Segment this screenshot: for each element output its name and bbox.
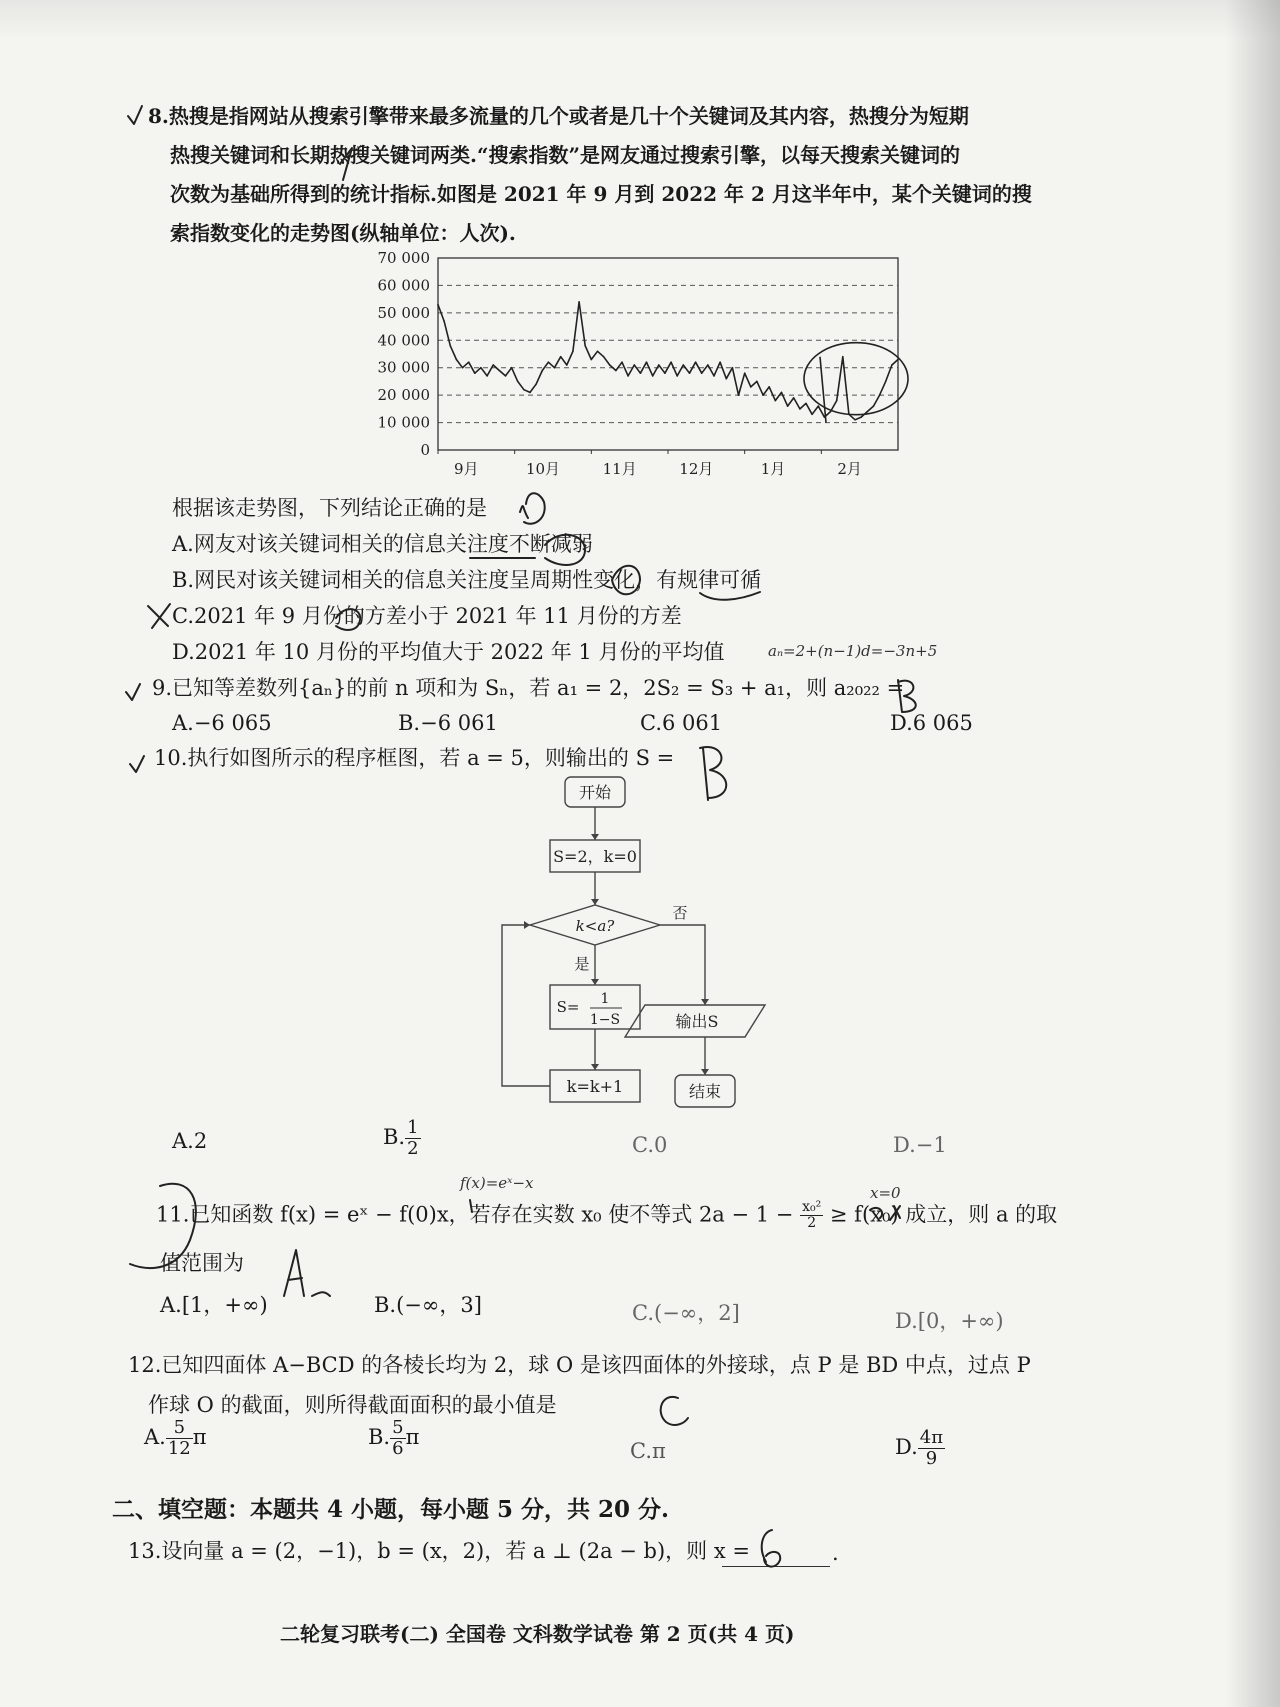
chart-data-point — [811, 414, 813, 416]
chart-data-point — [891, 364, 893, 366]
q11-option-d: D.[0，+∞) — [895, 1309, 1004, 1333]
chart-y-tick-label: 30 000 — [377, 358, 430, 377]
chart-data-point — [689, 372, 691, 374]
chart-y-tick-label: 10 000 — [377, 413, 430, 432]
q13-period: . — [832, 1541, 839, 1565]
flow-update-lhs: S= — [556, 998, 580, 1016]
chart-data-point — [726, 378, 728, 380]
chart-data-point — [860, 416, 862, 418]
flow-output-label: 输出S — [675, 1012, 719, 1031]
q11-line-1-text: 11.已知函数 f(x) = eˣ − f(0)x，若存在实数 x₀ 使不等式 2a − 1 − — [156, 1202, 794, 1227]
chart-data-point — [443, 320, 445, 322]
q9-option-d: D.6 065 — [890, 711, 973, 735]
chart-hand-mark-icon — [820, 357, 826, 423]
chart-x-tick-label: 10月 — [525, 460, 561, 478]
q12-option-b-den: 6 — [392, 1437, 404, 1459]
chart-data-point — [781, 392, 783, 394]
flow-end-label: 结束 — [688, 1082, 722, 1101]
q11-two: 2 — [807, 1215, 817, 1232]
q12-option-d-fraction — [918, 1428, 945, 1469]
chart-data-point — [701, 372, 703, 374]
chart-data-point — [462, 367, 464, 369]
q12-option-a-fraction — [166, 1418, 193, 1459]
flow-start-label: 开始 — [578, 783, 612, 802]
q9-question: 9.已知等差数列{aₙ}的前 n 项和为 Sₙ，若 a₁ = 2，2S₂ = S₃ + a₁，则 a₂₀₂₂ = — [152, 676, 905, 700]
chart-data-point — [621, 361, 623, 363]
chart-data-point — [554, 367, 556, 369]
chart-data-point — [652, 375, 654, 377]
chart-data-point — [437, 304, 439, 306]
chart-data-point — [670, 361, 672, 363]
chart-data-point — [578, 301, 580, 303]
flow-yes-label: 是 — [574, 955, 590, 973]
chart-data-point — [597, 351, 599, 353]
q12-answer-c-mark-icon — [661, 1397, 688, 1425]
flow-init-label: S=2，k=0 — [553, 847, 637, 866]
chart-data-point — [664, 372, 666, 374]
q12-option-a-prefix: A. — [144, 1424, 166, 1449]
chart-data-point — [535, 383, 537, 385]
chart-data-point — [511, 367, 513, 369]
chart-series-line — [438, 302, 898, 420]
q8-question: 根据该走势图，下列结论正确的是 — [172, 496, 487, 520]
q12-line-2: 作球 O 的截面，则所得截面面积的最小值是 — [148, 1393, 557, 1417]
q12-option-b — [368, 1418, 419, 1459]
q13-question: 13.设向量 a = (2，−1)，b = (x，2)，若 a ⊥ (2a − b)，则 x = — [128, 1539, 750, 1563]
q11-line-1b: ≥ f(x₀) 成立，则 a 的取 — [829, 1202, 1058, 1227]
chart-x-tick-label: 1月 — [760, 460, 786, 478]
chart-data-point — [450, 345, 452, 347]
q8-line-4: 索指数变化的走势图(纵轴单位：人次). — [170, 221, 516, 245]
chart-data-point — [713, 375, 715, 377]
q8-line-1: 8.热搜是指网站从搜索引擎带来最多流量的几个或者是几十个关键词及其内容，热搜分为短期 — [148, 104, 969, 128]
chart-y-tick-label: 20 000 — [377, 386, 430, 405]
chart-data-point — [499, 370, 501, 372]
chart-data-point — [873, 405, 875, 407]
chart-data-point — [603, 356, 605, 358]
chart-data-point — [818, 405, 820, 407]
q10-question: 10.执行如图所示的程序框图，若 a = 5，则输出的 S = — [154, 746, 675, 770]
chart-data-point — [732, 367, 734, 369]
q10-option-c: C.0 — [632, 1133, 668, 1157]
chart-data-point — [676, 375, 678, 377]
q9-option-b: B.−6 061 — [398, 711, 498, 735]
chart-data-point — [707, 364, 709, 366]
chart-data-point — [584, 345, 586, 347]
page-shadow-top — [0, 0, 1280, 40]
chart-data-point — [867, 411, 869, 413]
chart-y-tick-label: 70 000 — [377, 249, 430, 267]
chart-x-tick-label: 12月 — [679, 460, 714, 478]
q8-check-icon — [128, 106, 142, 124]
q10-option-d: D.−1 — [893, 1133, 947, 1157]
flow-incr-label: k=k+1 — [566, 1077, 624, 1096]
chart-data-point — [523, 389, 525, 391]
q11-option-c: C.(−∞，2] — [632, 1301, 740, 1325]
q12-line-1: 12.已知四面体 A−BCD 的各棱长均为 2，球 O 是该四面体的外接球，点 P 是 BD 中点，过点 P — [128, 1353, 1031, 1377]
q8-option-c: C.2021 年 9 月份的方差小于 2021 年 11 月份的方差 — [172, 604, 682, 628]
chart-data-point — [738, 394, 740, 396]
chart-data-point — [615, 370, 617, 372]
q11-line-1 — [156, 1200, 1057, 1232]
chart-data-point — [799, 408, 801, 410]
q9-option-a: A.−6 065 — [172, 711, 272, 735]
chart-data-point — [634, 364, 636, 366]
q10-option-b-prefix: B. — [383, 1124, 406, 1149]
chart-data-point — [492, 364, 494, 366]
q8-option-b: B.网民对该关键词相关的信息关注度呈周期性变化，有规律可循 — [172, 568, 762, 592]
q10-option-b-den: 2 — [407, 1137, 419, 1159]
chart-y-tick-label: 0 — [420, 441, 430, 459]
search-index-line-chart — [360, 248, 920, 498]
chart-data-point — [762, 394, 764, 396]
flow-no-label: 否 — [672, 904, 688, 922]
q8-line-3: 次数为基础所得到的统计指标.如图是 2021 年 9 月到 2022 年 2 月这半年中，某个关键词的搜 — [170, 182, 1032, 206]
chart-data-point — [768, 386, 770, 388]
chart-data-point — [468, 361, 470, 363]
flow-cond-label: k<a? — [575, 917, 615, 935]
q10-option-b-fraction — [405, 1118, 420, 1159]
chart-y-tick-label: 40 000 — [377, 331, 430, 350]
chart-data-point — [775, 400, 777, 402]
chart-data-point — [542, 370, 544, 372]
program-flowchart — [490, 775, 790, 1120]
chart-data-point — [609, 364, 611, 366]
chart-data-point — [695, 361, 697, 363]
q12-option-b-num: 5 — [392, 1417, 404, 1438]
chart-data-point — [572, 351, 574, 353]
q12-option-a-suffix: π — [192, 1424, 207, 1449]
q13-answer-6-mark-icon — [762, 1530, 780, 1567]
q12-option-d-num: 4π — [919, 1427, 944, 1448]
chart-data-point — [793, 397, 795, 399]
chart-y-tick-label: 60 000 — [377, 276, 430, 295]
q12-option-a-den: 12 — [167, 1437, 191, 1459]
q8-option-a: A.网友对该关键词相关的信息关注度不断减弱 — [172, 532, 593, 556]
chart-data-point — [885, 381, 887, 383]
chart-data-point — [756, 381, 758, 383]
chart-data-point — [627, 375, 629, 377]
q11-x0-fraction — [800, 1200, 823, 1232]
chart-y-tick-label: 50 000 — [377, 303, 430, 322]
q10-check-icon — [130, 756, 144, 772]
chart-data-point — [683, 364, 685, 366]
q12-option-b-suffix: π — [405, 1424, 420, 1449]
q12-option-a — [144, 1418, 207, 1459]
chart-x-tick-label: 11月 — [602, 460, 637, 478]
q11-answer-a-mark-icon — [284, 1250, 304, 1296]
page-shadow-right — [1225, 0, 1280, 1707]
q11-margin-note: f(x)=eˣ−x — [460, 1174, 534, 1192]
chart-data-point — [560, 356, 562, 358]
chart-data-point — [805, 403, 807, 405]
q9-option-c: C.6 061 — [640, 711, 723, 735]
chart-data-point — [640, 372, 642, 374]
q13-answer-blank — [722, 1566, 830, 1567]
chart-data-point — [474, 372, 476, 374]
chart-x-tick-label: 2月 — [837, 460, 862, 478]
q11-option-b: B.(−∞，3] — [374, 1293, 482, 1317]
q10-option-b — [383, 1118, 421, 1159]
q12-option-d-den: 9 — [925, 1447, 938, 1469]
chart-data-point — [591, 359, 593, 361]
chart-data-point — [529, 392, 531, 394]
q11-option-a: A.[1，+∞) — [160, 1293, 268, 1317]
chart-data-point — [842, 356, 844, 358]
chart-data-point — [456, 359, 458, 361]
chart-data-point — [836, 400, 838, 402]
chart-data-point — [854, 419, 856, 421]
q12-option-b-fraction — [390, 1418, 405, 1459]
q11-x0sq: x₀² — [802, 1199, 822, 1215]
page-footer: 二轮复习联考(二) 全国卷 文科数学试卷 第 2 页(共 4 页) — [280, 1622, 795, 1646]
flow-update-den: 1−S — [589, 1012, 621, 1028]
chart-hand-circle-icon — [804, 343, 908, 415]
chart-data-point — [744, 372, 746, 374]
chart-x-tick-label: 9月 — [454, 460, 479, 478]
q12-option-d-prefix: D. — [895, 1434, 918, 1459]
q12-option-d — [895, 1428, 945, 1469]
chart-data-point — [486, 375, 488, 377]
chart-frame — [438, 258, 898, 450]
q9-margin-note: aₙ=2+(n−1)d=−3n+5 — [768, 642, 938, 660]
q11-line-2: 值范围为 — [160, 1251, 244, 1275]
q10-option-b-num: 1 — [407, 1117, 419, 1138]
q8-cross-mark-icon — [148, 604, 170, 628]
q9-check-icon — [126, 684, 140, 700]
q10-option-a: A.2 — [172, 1129, 208, 1153]
q11-margin-note-2: x=0 — [870, 1184, 901, 1202]
q8-option-d: D.2021 年 10 月份的平均值大于 2022 年 1 月份的平均值 — [172, 640, 725, 664]
q12-option-c: C.π — [630, 1439, 666, 1463]
chart-data-point — [505, 375, 507, 377]
chart-data-point — [480, 367, 482, 369]
chart-data-point — [787, 405, 789, 407]
q12-option-a-num: 5 — [166, 1418, 193, 1439]
q12-option-b-prefix: B. — [368, 1424, 391, 1449]
section-2-heading: 二、填空题：本题共 4 小题，每小题 5 分，共 20 分. — [112, 1496, 670, 1523]
chart-data-point — [750, 386, 752, 388]
q8-line-2: 热搜关键词和长期热搜关键词两类.“搜索指数”是网友通过搜索引擎，以每天搜索关键词的 — [170, 143, 960, 167]
chart-data-point — [658, 364, 660, 366]
flow-update-num: 1 — [600, 991, 610, 1007]
chart-data-point — [719, 361, 721, 363]
chart-data-point — [566, 364, 568, 366]
chart-data-point — [517, 381, 519, 383]
chart-data-point — [548, 361, 550, 363]
chart-data-point — [879, 394, 881, 396]
chart-data-point — [646, 361, 648, 363]
